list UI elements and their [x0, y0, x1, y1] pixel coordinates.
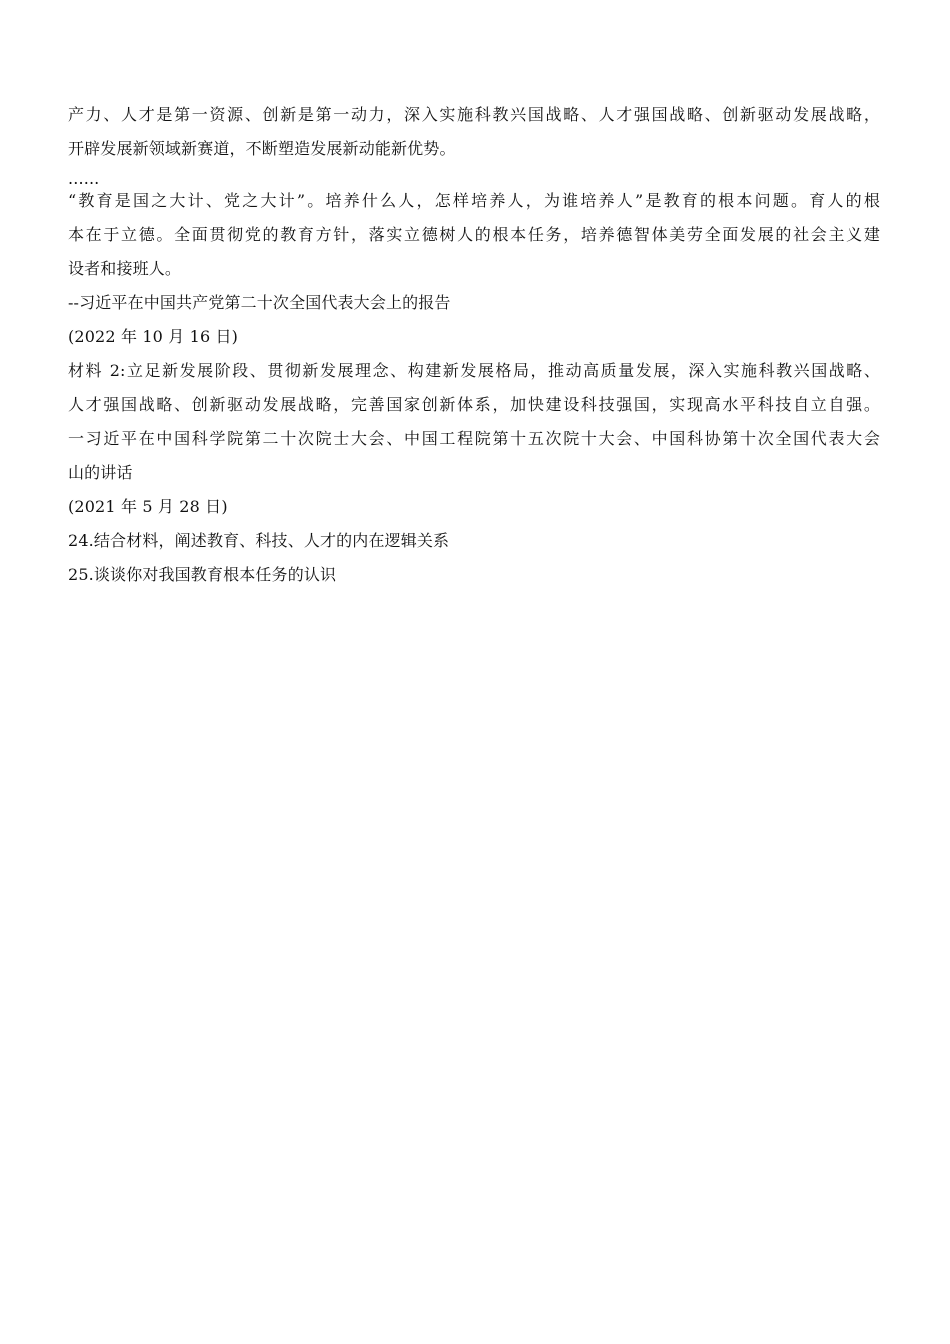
date-line: (2021 年 5 月 28 日) — [68, 497, 228, 516]
attribution-line: --习近平在中国共产党第二十次全国代表大会上的报告 — [68, 293, 451, 312]
text-line: 人才强国战略、创新驱动发展战略，完善国家创新体系，加快建设科技强国，实现高水平科技自立自强。 — [68, 395, 880, 414]
text-line: 设者和接班人。 — [68, 259, 182, 278]
material-2-line: 材料 2:立足新发展阶段、贯彻新发展理念、构建新发展格局，推动高质量发展，深入实施科教兴国战略、 — [68, 361, 880, 380]
ellipsis-line: ...... — [68, 169, 100, 188]
text-line: 产力、人才是第一资源、创新是第一动力，深入实施科教兴国战略、人才强国战略、创新驱动发展战略， — [68, 105, 880, 124]
text-line: 开辟发展新领域新赛道，不断塑造发展新动能新优势。 — [68, 139, 456, 158]
text-line: “教育是国之大计、党之大计”。培养什么人，怎样培养人，为谁培养人”是教育的根本问题。育人的根 — [68, 191, 880, 210]
date-line: (2022 年 10 月 16 日) — [68, 327, 239, 346]
document-body — [68, 102, 880, 588]
question-25: 25.谈谈你对我国教育根本任务的认识 — [68, 565, 337, 584]
text-line: 山的讲话 — [68, 463, 133, 482]
question-24: 24.结合材料，阐述教育、科技、人才的内在逻辑关系 — [68, 531, 450, 550]
attribution-line: 一习近平在中国科学院第二十次院士大会、中国工程院第十五次院十大会、中国科协第十次全国代表大会 — [68, 429, 880, 448]
text-line: 本在于立德。全面贯彻党的教育方针，落实立德树人的根本任务，培养德智体美劳全面发展的社会主义建 — [68, 225, 880, 244]
